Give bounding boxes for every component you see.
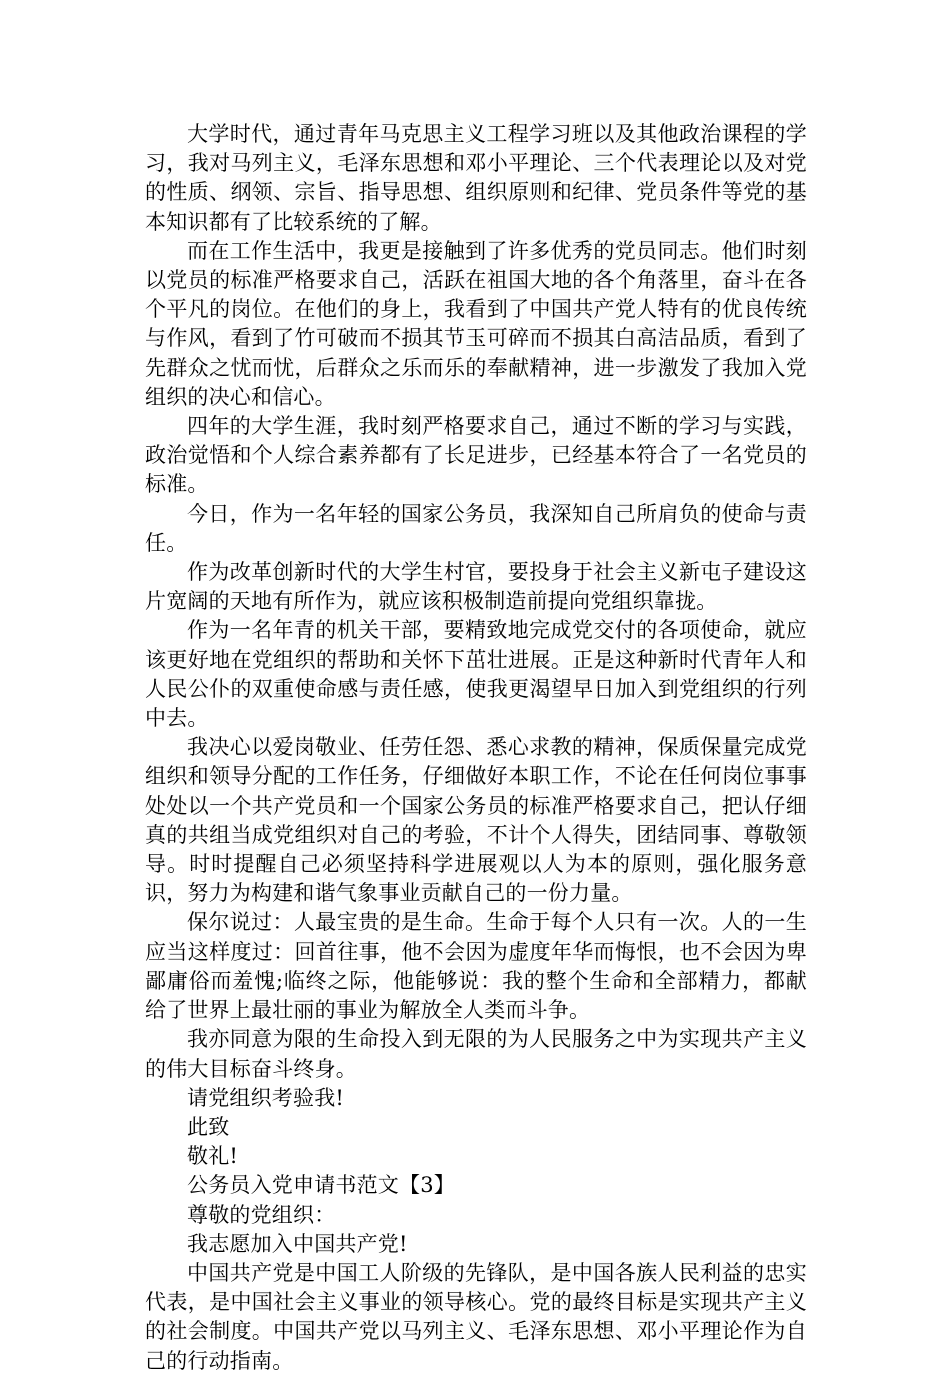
closing-salute: 敬礼! bbox=[187, 1144, 239, 1169]
paragraph-village-official: 作为改革创新时代的大学生村官，要投身于社会主义新屯子建设这片宽阔的天地有所作为，就应该积极制造前提向党组织靠拢。 bbox=[145, 560, 807, 614]
application-statement: 我志愿加入中国共产党! bbox=[187, 1231, 408, 1256]
paragraph-university-study: 大学时代，通过青年马克思主义工程学习班以及其他政治课程的学习，我对马列主义，毛泽东思想和邓小平理论、三个代表理论以及对党的性质、纲领、宗旨、指导思想、组织原则和纪律、党员条件等党的基本知识都有了比较系统的了解。 bbox=[145, 122, 807, 234]
paragraph-pavel-quote: 保尔说过：人最宝贵的是生命。生命于每个人只有一次。人的一生应当这样度过：回首往事，他不会因为虚度年华而悔恨，也不会因为卑鄙庸俗而羞愧;临终之际，他能够说：我的整个生命和全部精力，都献给了世界上最壮丽的事业为解放全人类而斗争。 bbox=[145, 910, 807, 1023]
closing-cizhi: 此致 bbox=[187, 1114, 230, 1139]
closing-request: 请党组织考验我! bbox=[187, 1085, 345, 1110]
paragraph-party-intro: 中国共产党是中国工人阶级的先锋队，是中国各族人民利益的忠实代表，是中国社会主义事业的领导核心。党的最终目标是实现共产主义的社会制度。中国共产党以马列主义、毛泽东思想、邓小平理论作为自己的行动指南。 bbox=[145, 1260, 807, 1373]
paragraph-civil-servant: 今日，作为一名年轻的国家公务员，我深知自己所肩负的使命与责任。 bbox=[145, 501, 807, 555]
document-body bbox=[145, 120, 807, 1376]
paragraph-determination: 我决心以爱岗敬业、任劳任怨、悉心求教的精神，保质保量完成党组织和领导分配的工作任务，仔细做好本职工作，不论在任何岗位事事处处以一个共产党员和一个国家公务员的标准严格要求自己，把认仔细真的共组当成党组织对自己的考验，不计个人得失，团结同事、尊敬领导。时时提醒自己必须坚持科学进展观以人为本的原则，强化服务意识，努力为构建和谐气象事业贡献自己的一份力量。 bbox=[145, 735, 807, 906]
paragraph-work-life: 而在工作生活中，我更是接触到了许多优秀的党员同志。他们时刻以党员的标准严格要求自己，活跃在祖国大地的各个角落里，奋斗在各个平凡的岗位。在他们的身上，我看到了中国共产党人特有的优良传统与作风，看到了竹可破而不损其节玉可碎而不损其白高洁品质，看到了先群众之忧而忧，后群众之乐而乐的奉献精神，进一步激发了我加入党组织的决心和信心。 bbox=[145, 238, 807, 409]
salutation: 尊敬的党组织： bbox=[187, 1202, 336, 1227]
paragraph-devotion: 我亦同意为限的生命投入到无限的为人民服务之中为实现共产主义的伟大目标奋斗终身。 bbox=[145, 1027, 807, 1081]
paragraph-young-cadre: 作为一名年青的机关干部，要精致地完成党交付的各项使命，就应该更好地在党组织的帮助和关怀下茁壮进展。正是这种新时代青年人和人民公仆的双重使命感与责任感，使我更渴望早日加入到党组织的行列中去。 bbox=[145, 618, 807, 731]
paragraph-four-years: 四年的大学生涯，我时刻严格要求自己，通过不断的学习与实践，政治觉悟和个人综合素养都有了长足进步，已经基本符合了一名党员的标准。 bbox=[145, 414, 807, 497]
section-heading: 公务员入党申请书范文【3】 bbox=[187, 1173, 455, 1198]
